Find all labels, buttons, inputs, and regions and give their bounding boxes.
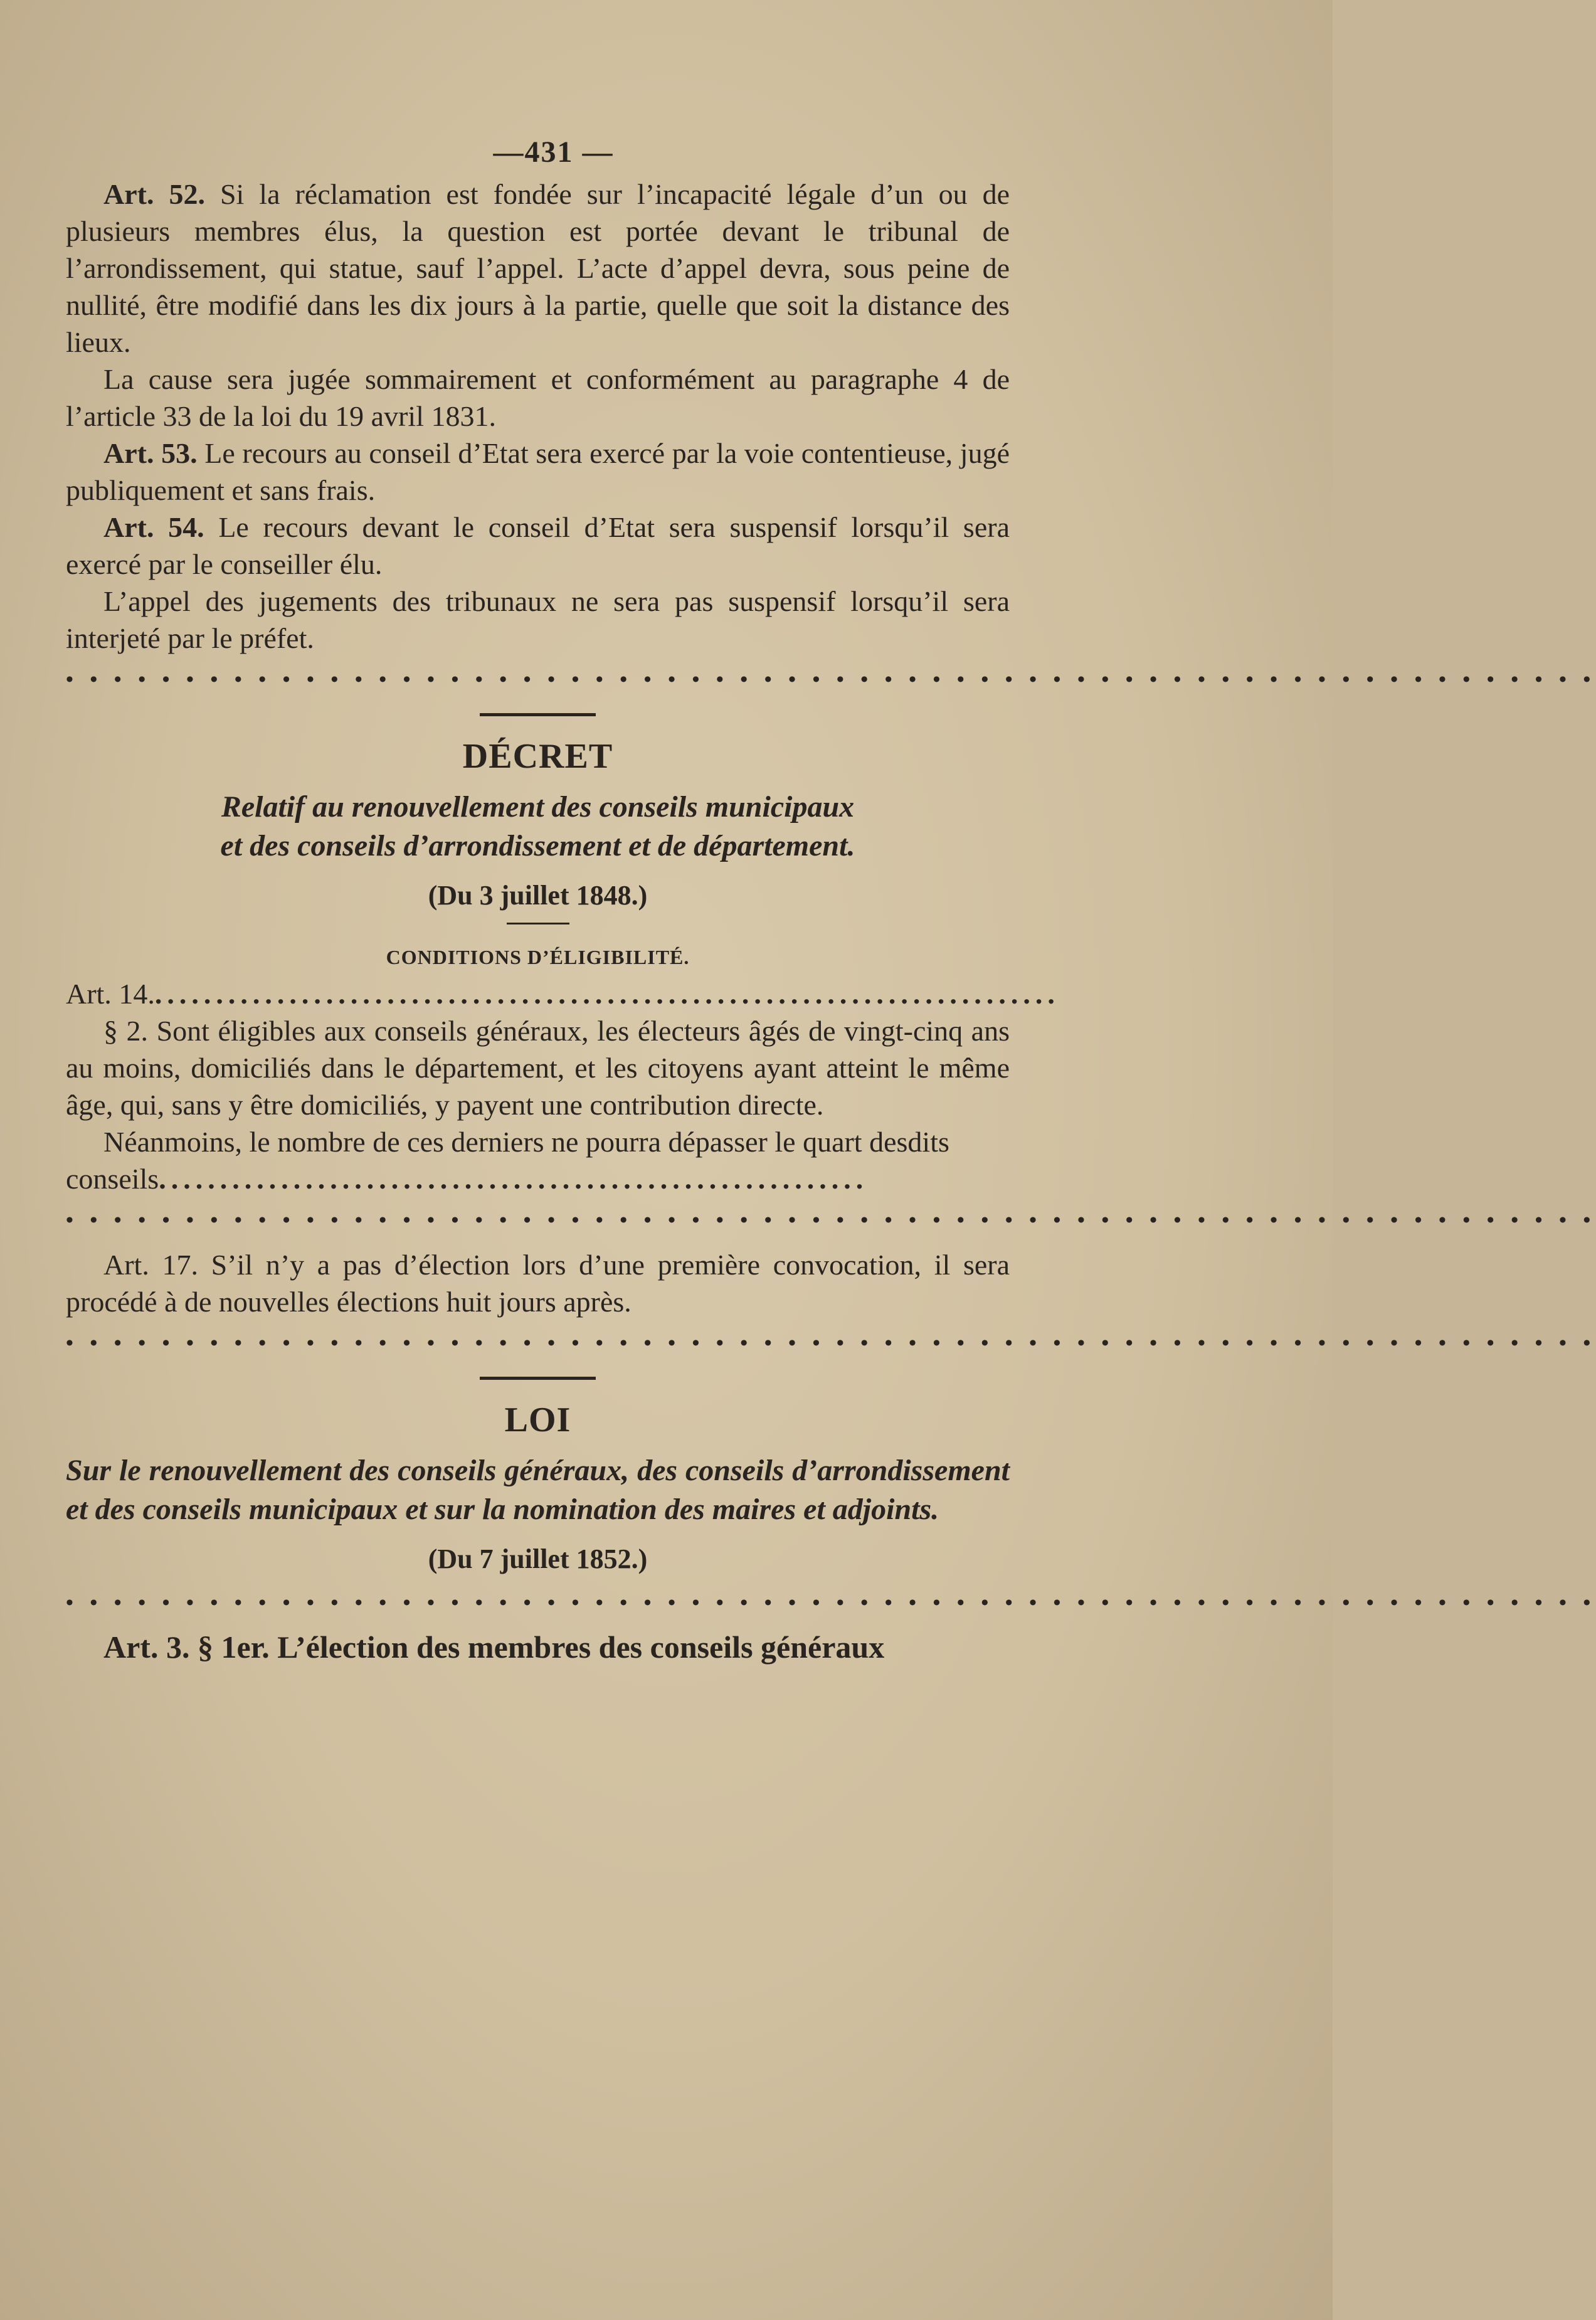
- paragraph-neanmoins-text: Néanmoins, le nombre de ces derniers ne pourra dépasser le quart desdits conseils: [66, 1126, 949, 1195]
- article-53-text: Le recours au conseil d’Etat sera exercé par la voie contentieuse, jugé publiquement et sans frais.: [66, 437, 1010, 506]
- article-54-number: Art. 54.: [103, 511, 204, 543]
- article-52-paragraph-2: La cause sera jugée sommairement et conformément au paragraphe 4 de l’article 33 de la loi du 19 avril 1831.: [66, 363, 1010, 432]
- paragraph-2: § 2. Sont éligibles aux conseils généraux, les électeurs âgés de vingt-cinq ans au moins, domiciliés dans le département, et les citoyens ayant atteint le même âge, qui, sans y être domiciliés, y payent une contribution directe.: [66, 1015, 1010, 1121]
- article-53-number: Art. 53.: [103, 437, 198, 469]
- decret-title: DÉCRET: [462, 737, 613, 776]
- decret-subtitle-line-1: Relatif au renouvellement des conseils municipaux: [221, 790, 855, 824]
- article-52-number: Art. 52.: [103, 178, 205, 210]
- article-52: [66, 176, 1010, 361]
- page-number: —431 —: [493, 135, 614, 169]
- article-17: Art. 17. S’il n’y a pas d’élection lors d’une première convocation, il sera procédé à de nouvelles élections huit jours après.: [66, 1249, 1010, 1318]
- short-rule: [507, 923, 569, 924]
- paragraph-neanmoins-leader: ..........................................................: [159, 1163, 869, 1195]
- loi-date: (Du 7 juillet 1852.): [428, 1544, 648, 1574]
- article-52-text: Si la réclamation est fondée sur l’incapacité légale d’un ou de plusieurs membres élus, la question est portée devant le tribunal de l’arrondissement, qui statue, sauf l’appel. L’acte d’appel devra, sous peine de nullité, être modifié dans les dix jours à la partie, quelle que soit la distance des lieux.: [66, 178, 1010, 358]
- text-column: [66, 135, 1596, 1666]
- article-3: Art. 3. § 1er. L’élection des membres des conseils généraux: [103, 1629, 885, 1665]
- article-54: [66, 509, 1010, 583]
- article-14-number: Art. 14.: [66, 978, 155, 1010]
- section-rule: [480, 1377, 596, 1380]
- article-54-text: Le recours devant le conseil d’Etat sera suspensif lorsqu’il sera exercé par le conseiller élu.: [66, 511, 1010, 580]
- article-14: [66, 975, 1060, 1012]
- decret-subtitle-line-2: et des conseils d’arrondissement et de département.: [220, 829, 855, 862]
- paragraph-neanmoins: [66, 1123, 1010, 1197]
- dotted-separator: • • • • • • • • • • • • • • • • • • • • • • • • • • • • • • • • • • • • • • • • • • • • • • • • • • • • • • • • • • • • • • • •: [66, 668, 1596, 691]
- section-rule: [480, 713, 596, 716]
- dotted-separator: • • • • • • • • • • • • • • • • • • • • • • • • • • • • • • • • • • • • • • • • • • • • • • • • • • • • • • • • • • • • • • • •: [66, 1332, 1596, 1355]
- article-53: [66, 435, 1010, 509]
- decret-date: (Du 3 juillet 1848.): [428, 880, 648, 911]
- loi-title: LOI: [504, 1401, 571, 1439]
- loi-subtitle: Sur le renouvellement des conseils généraux, des conseils d’arrondissement et des conseils municipaux et sur la nomination des maires et adjoints.: [66, 1454, 1010, 1526]
- section-heading: CONDITIONS D’ÉLIGIBILITÉ.: [386, 946, 690, 968]
- dotted-separator: • • • • • • • • • • • • • • • • • • • • • • • • • • • • • • • • • • • • • • • • • • • • • • • • • • • • • • • • • • • • • • • •: [66, 1591, 1596, 1614]
- article-54-paragraph-2: L’appel des jugements des tribunaux ne sera pas suspensif lorsqu’il sera interjeté par le préfet.: [66, 585, 1010, 654]
- dotted-separator: • • • • • • • • • • • • • • • • • • • • • • • • • • • • • • • • • • • • • • • • • • • • • • • • • • • • • • • • • • • • • • • •: [66, 1209, 1596, 1232]
- article-14-leader: ..........................................................................: [154, 978, 1060, 1010]
